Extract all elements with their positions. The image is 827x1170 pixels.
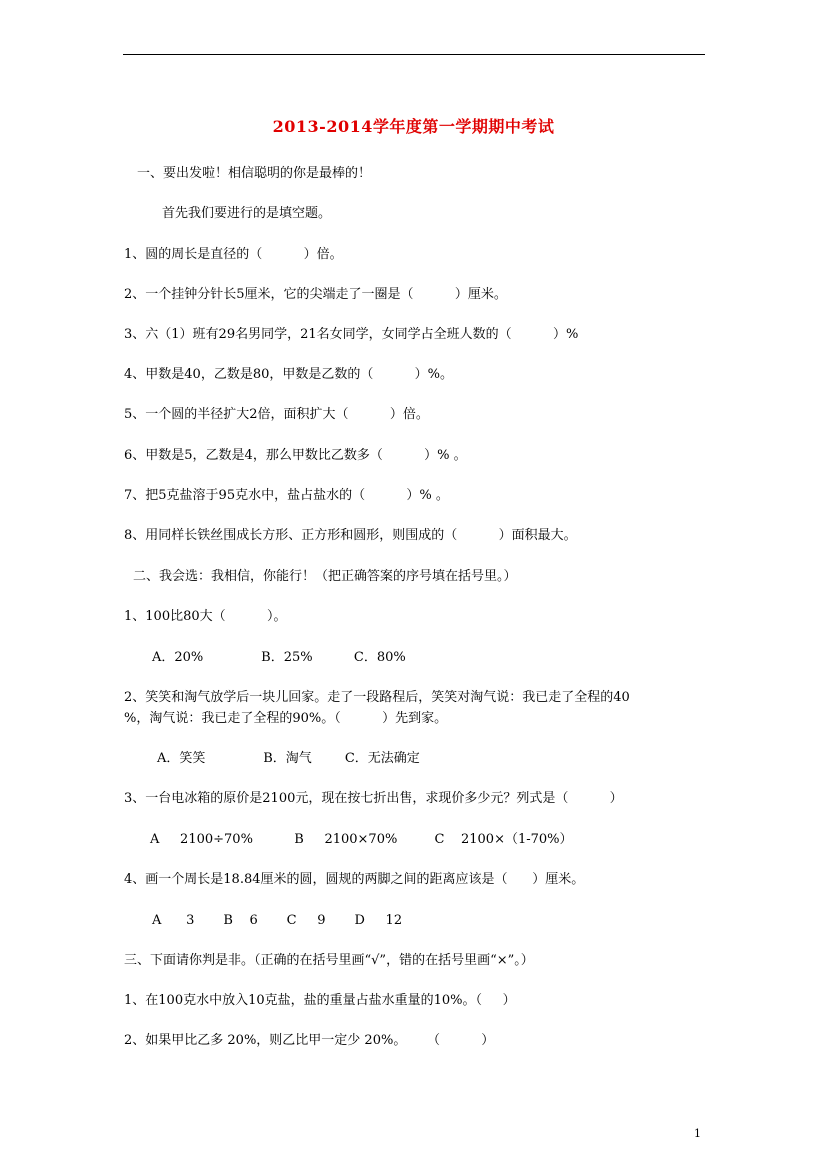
text-line: 3、一台电冰箱的原价是2100元，现在按七折出售，求现价多少元？列式是（ ） (124, 791, 623, 806)
text-line: 7、把5克盐溶于95克水中，盐占盐水的（ ）% 。 (124, 488, 449, 503)
text-line: 8、用同样长铁丝围成长方形、正方形和圆形，则围成的（ ）面积最大。 (124, 528, 577, 543)
text-line: A 2100÷70% B 2100×70% C 2100×（1-70%） (150, 832, 573, 847)
page-number: 1 (694, 1127, 701, 1140)
text-line: 4、甲数是40，乙数是80，甲数是乙数的（ ）%。 (124, 367, 454, 382)
text-line: 1、在100克水中放入10克盐，盐的重量占盐水重量的10%。（ ） (124, 993, 516, 1008)
text-line: A．20% B．25% C．80% (152, 650, 406, 665)
document-title: 2013-2014学年度第一学期期中考试 (272, 117, 555, 136)
text-line: 4、画一个周长是18.84厘米的圆，圆规的两脚之间的距离应该是（ ）厘米。 (124, 872, 585, 887)
text-line: 1、100比80大（ ）。 (124, 609, 287, 624)
text-line: 一、要出发啦！相信聪明的你是最棒的！ (137, 166, 372, 181)
text-line: 5、一个圆的半径扩大2倍，面积扩大（ ）倍。 (124, 407, 429, 422)
text-line: 2、笑笑和淘气放学后一块儿回家。走了一段路程后，笑笑对淘气说：我已走了全程的40 (124, 690, 630, 705)
text-line: 三、下面请你判是非。（正确的在括号里画“√”，错的在括号里画“×”。） (124, 953, 534, 968)
text-line: A 3 B 6 C 9 D 12 (152, 913, 403, 928)
text-line: %，淘气说：我已走了全程的90%。（ ）先到家。 (124, 711, 448, 726)
text-line: 2、如果甲比乙多 20%，则乙比甲一定少 20%。 （ ） (124, 1033, 495, 1048)
text-line: 1、圆的周长是直径的（ ）倍。 (124, 247, 343, 262)
header-rule (123, 54, 705, 55)
text-line: 2、一个挂钟分针长5厘米，它的尖端走了一圈是（ ）厘米。 (124, 287, 507, 302)
text-line: 6、甲数是5，乙数是4，那么甲数比乙数多（ ）% 。 (124, 448, 467, 463)
text-line: 二、我会选：我相信，你能行！（把正确答案的序号填在括号里。） (133, 569, 517, 584)
text-line: A．笑笑 B．淘气 C．无法确定 (157, 751, 420, 766)
text-line: 3、六（1）班有29名男同学，21名女同学，女同学占全班人数的（ ）% (124, 327, 579, 342)
text-line: 首先我们要进行的是填空题。 (162, 206, 332, 221)
